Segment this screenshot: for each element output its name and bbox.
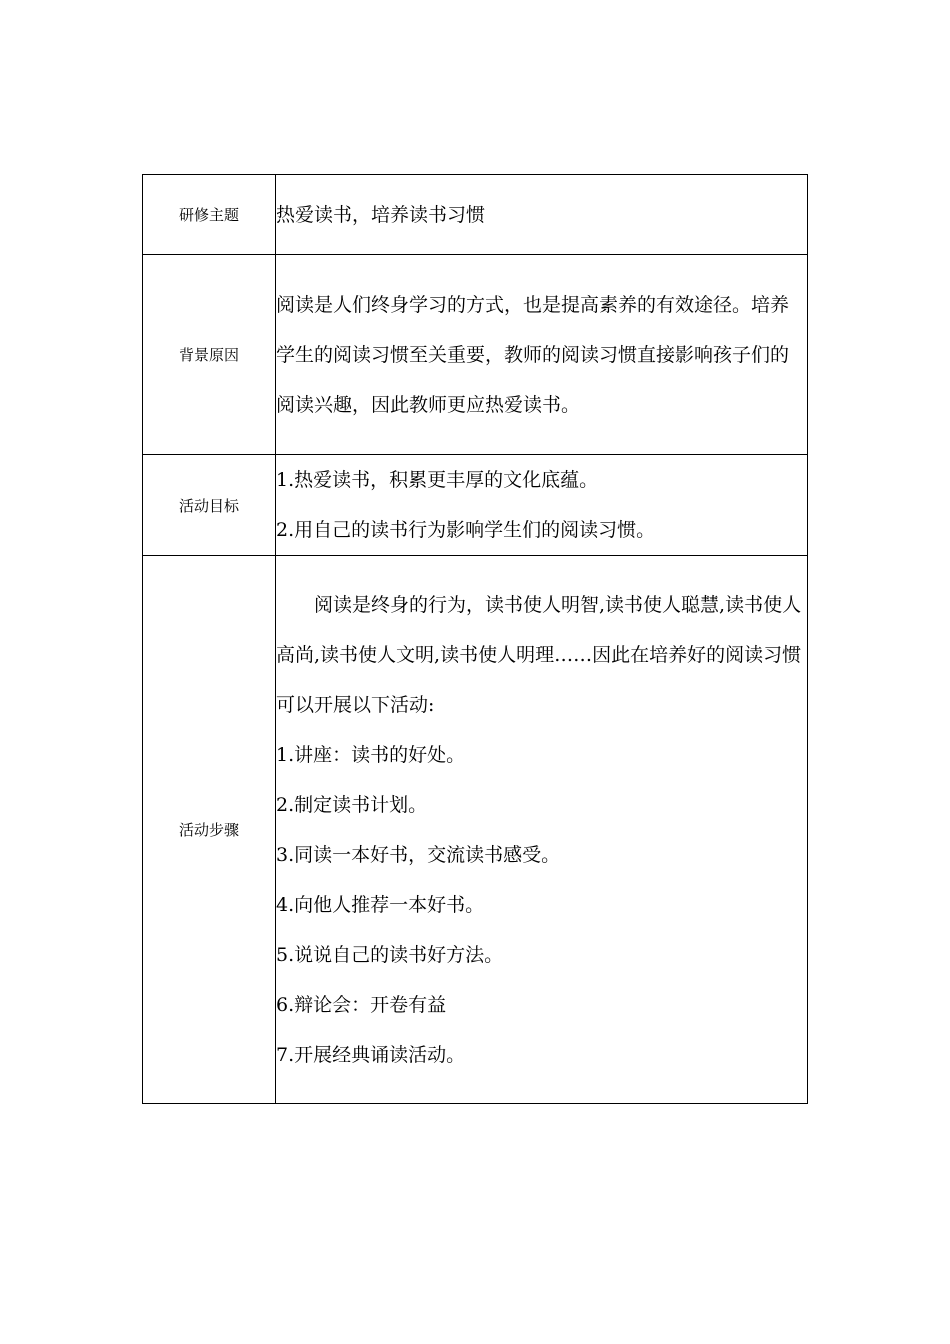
- steps-content: [276, 556, 808, 1104]
- background-label: 背景原因: [143, 255, 276, 455]
- step-item-1: 1.讲座：读书的好处。: [276, 743, 466, 766]
- steps-row: [143, 556, 808, 1104]
- goal-item-2: 2.用自己的读书行为影响学生们的阅读习惯。: [276, 519, 656, 541]
- step-item-5: 5.说说自己的读书好方法。: [276, 943, 504, 966]
- step-item-2: 2.制定读书计划。: [276, 793, 428, 816]
- steps-intro: 阅读是终身的行为，读书使人明智,读书使人聪慧,读书使人高尚,读书使人文明,读书使人明理……因此在培养好的阅读习惯可以开展以下活动:: [276, 593, 802, 716]
- goals-label: 活动目标: [143, 455, 276, 556]
- topic-value: 热爱读书，培养读书习惯: [276, 175, 808, 255]
- goals-row: [143, 455, 808, 556]
- background-text: 阅读是人们终身学习的方式，也是提高素养的有效途径。培养学生的阅读习惯至关重要，教师的阅读习惯直接影响孩子们的阅读兴趣，因此教师更应热爱读书。: [276, 255, 808, 455]
- goals-content: [276, 455, 808, 556]
- step-item-4: 4.向他人推荐一本好书。: [276, 893, 485, 916]
- topic-row: [143, 175, 808, 255]
- goal-item-1: 1.热爱读书，积累更丰厚的文化底蕴。: [276, 469, 599, 491]
- step-item-3: 3.同读一本好书，交流读书感受。: [276, 843, 561, 866]
- topic-label: 研修主题: [143, 175, 276, 255]
- background-row: [143, 255, 808, 455]
- training-plan-table: [142, 174, 808, 1104]
- step-item-6: 6.辩论会：开卷有益: [276, 993, 447, 1016]
- step-item-7: 7.开展经典诵读活动。: [276, 1043, 466, 1066]
- steps-label: 活动步骤: [143, 556, 276, 1104]
